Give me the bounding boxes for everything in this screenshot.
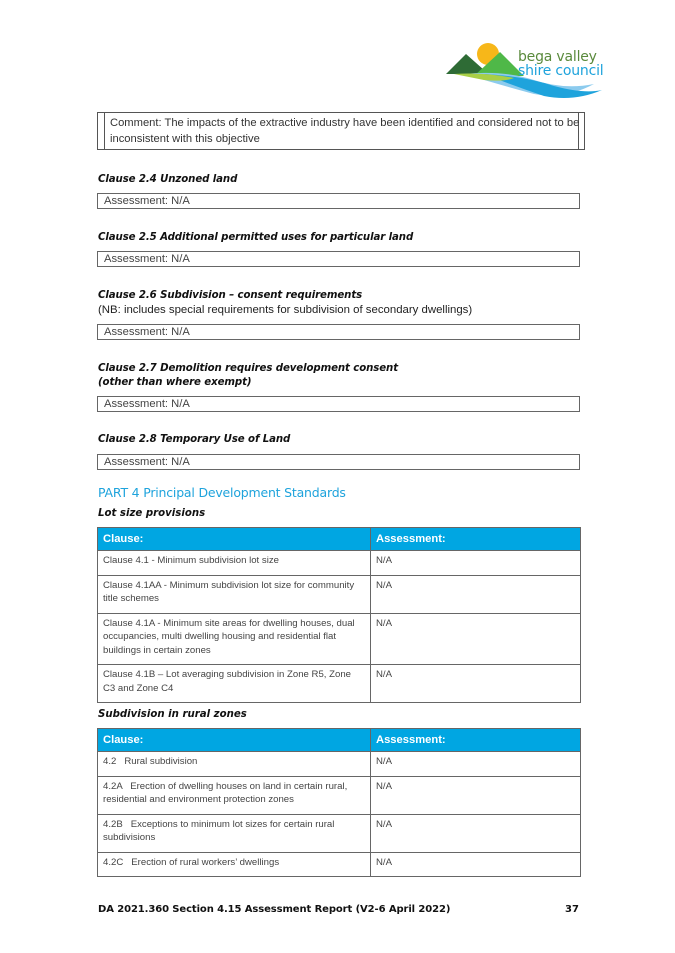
clause-2-7-assessment: Assessment: N/A xyxy=(97,396,580,412)
column-header-clause: Clause: xyxy=(98,528,371,551)
comment-text: Comment: The impacts of the extractive industry have been identified and considered not to be inconsistent with this objective xyxy=(110,117,580,145)
clause-2-6-assessment: Assessment: N/A xyxy=(97,324,580,340)
clause-cell: Clause 4.1AA - Minimum subdivision lot size for community title schemes xyxy=(98,575,371,613)
clause-cell: Clause 4.1 - Minimum subdivision lot size xyxy=(98,551,371,576)
assessment-cell: N/A xyxy=(371,776,581,814)
assessment-cell: N/A xyxy=(371,575,581,613)
footer-document-title: DA 2021.360 Section 4.15 Assessment Report (V2-6 April 2022) xyxy=(98,904,451,915)
logo-text-bega-valley: bega valley xyxy=(518,49,597,65)
table-row xyxy=(98,551,581,576)
clause-2-7-heading-line2: (other than where exempt) xyxy=(98,377,252,388)
column-header-assessment: Assessment: xyxy=(371,528,581,551)
assessment-cell: N/A xyxy=(371,852,581,877)
lot-size-heading: Lot size provisions xyxy=(98,508,206,519)
table-header-row xyxy=(98,729,581,752)
table-row xyxy=(98,613,581,665)
clause-2-4-heading: Clause 2.4 Unzoned land xyxy=(98,174,238,185)
part-4-heading: PART 4 Principal Development Standards xyxy=(98,485,346,500)
rural-subdivision-table xyxy=(97,728,581,877)
clause-2-8-heading: Clause 2.8 Temporary Use of Land xyxy=(98,434,291,445)
comment-box-border-left xyxy=(104,113,105,149)
table-row xyxy=(98,752,581,777)
clause-2-6-note: (NB: includes special requirements for subdivision of secondary dwellings) xyxy=(98,304,473,316)
clause-cell: 4.2A Erection of dwelling houses on land in certain rural, residential and environment protection zones xyxy=(98,776,371,814)
clause-2-8-assessment: Assessment: N/A xyxy=(97,454,580,470)
clause-cell: Clause 4.1B – Lot averaging subdivision in Zone R5, Zone C3 and Zone C4 xyxy=(98,665,371,703)
page-number: 37 xyxy=(565,904,579,915)
clause-2-5-assessment: Assessment: N/A xyxy=(97,251,580,267)
assessment-cell: N/A xyxy=(371,551,581,576)
table-row xyxy=(98,665,581,703)
assessment-cell: N/A xyxy=(371,752,581,777)
table-row xyxy=(98,814,581,852)
clause-2-5-heading: Clause 2.5 Additional permitted uses for particular land xyxy=(98,232,414,243)
assessment-cell: N/A xyxy=(371,665,581,703)
clause-cell: 4.2 Rural subdivision xyxy=(98,752,371,777)
clause-2-6-heading: Clause 2.6 Subdivision – consent requirements xyxy=(98,290,363,301)
table-row xyxy=(98,776,581,814)
assessment-cell: N/A xyxy=(371,814,581,852)
table-row xyxy=(98,575,581,613)
clause-cell: 4.2C Erection of rural workers’ dwellings xyxy=(98,852,371,877)
table-row xyxy=(98,852,581,877)
logo-text-shire-council: shire council xyxy=(518,63,604,79)
table-header-row xyxy=(98,528,581,551)
bega-valley-logo xyxy=(444,40,624,106)
clause-cell: Clause 4.1A - Minimum site areas for dwelling houses, dual occupancies, multi dwelling housing and residential flat buildings in certain zones xyxy=(98,613,371,665)
clause-cell: 4.2B Exceptions to minimum lot sizes for certain rural subdivisions xyxy=(98,814,371,852)
assessment-cell: N/A xyxy=(371,613,581,665)
comment-box xyxy=(97,112,585,150)
lot-size-table xyxy=(97,527,581,703)
column-header-assessment: Assessment: xyxy=(371,729,581,752)
rural-zones-heading: Subdivision in rural zones xyxy=(98,709,247,720)
column-header-clause: Clause: xyxy=(98,729,371,752)
clause-2-7-heading: Clause 2.7 Demolition requires development consent xyxy=(98,363,398,374)
clause-2-4-assessment: Assessment: N/A xyxy=(97,193,580,209)
